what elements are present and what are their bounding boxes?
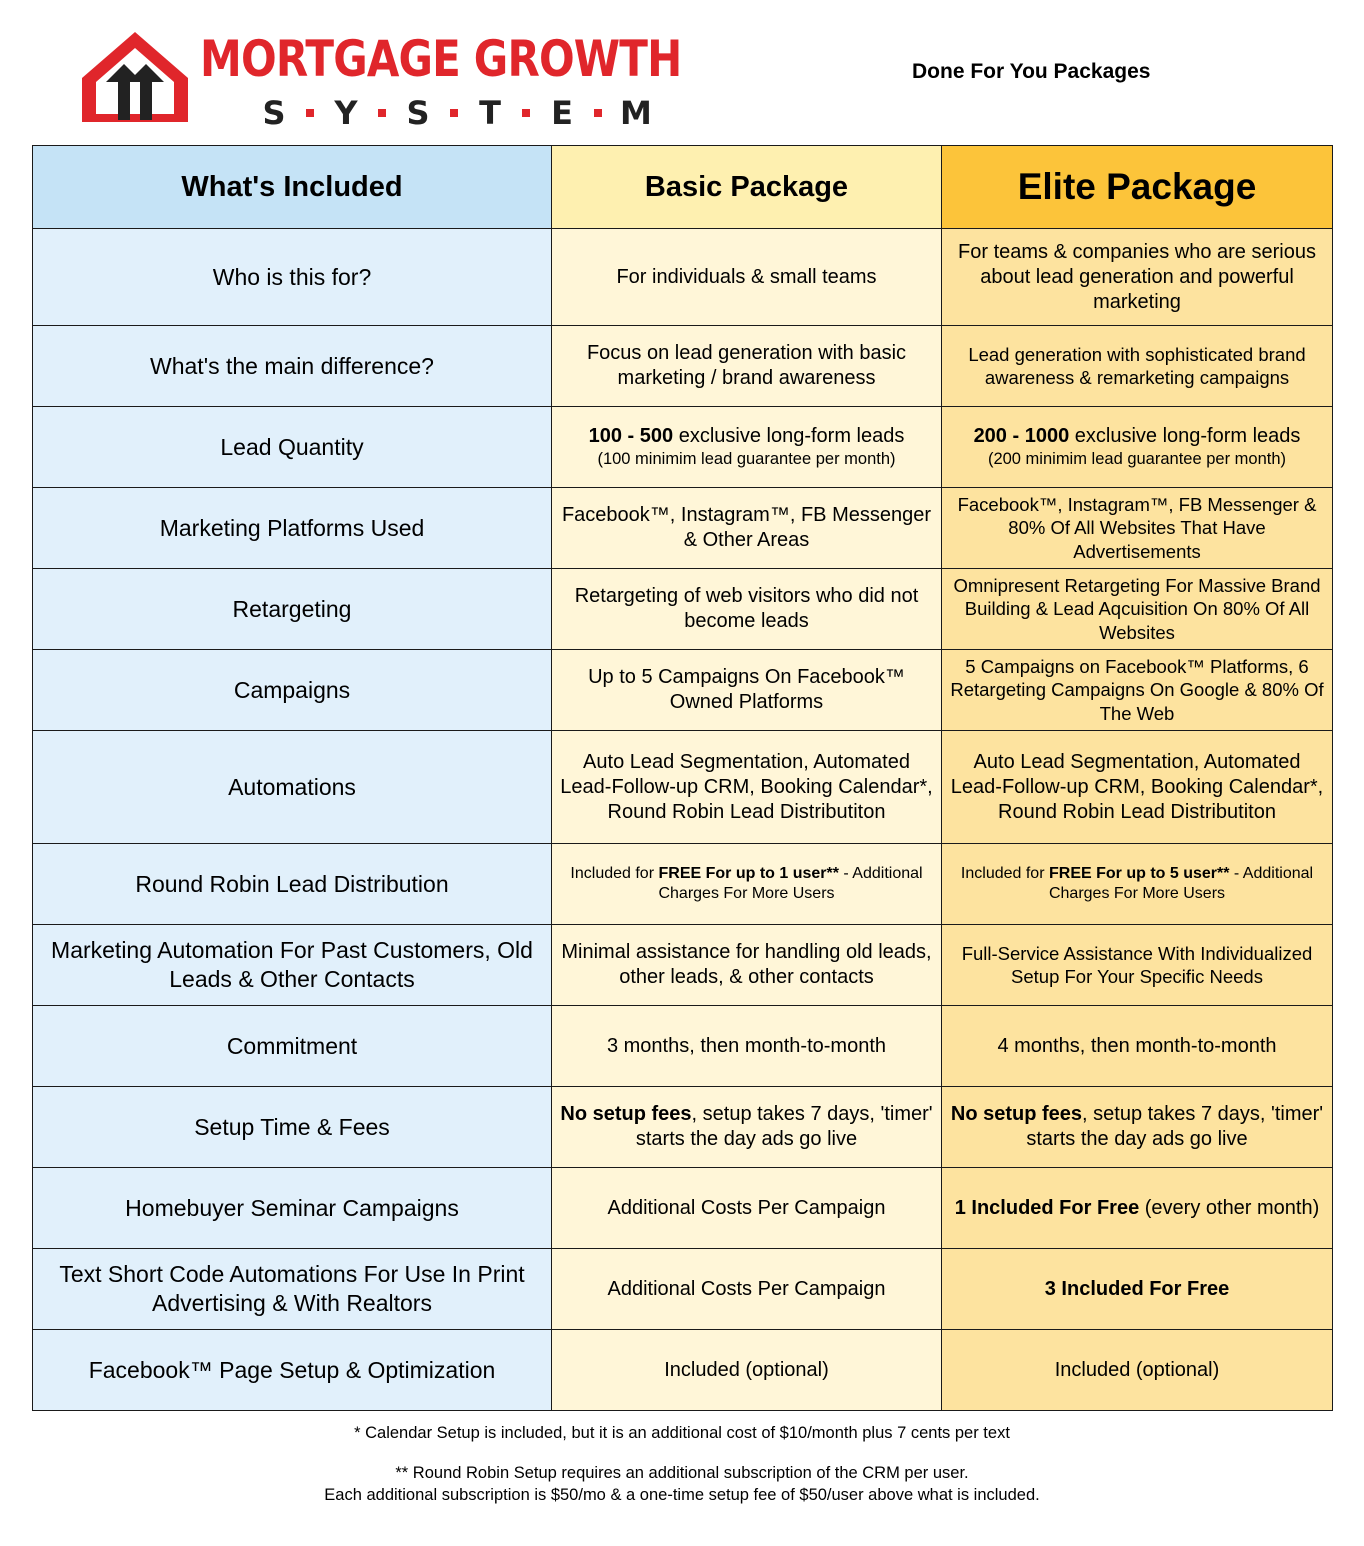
elite-cell: 4 months, then month-to-month [942, 1006, 1333, 1087]
table-header-row [33, 146, 1333, 229]
table-row [33, 1249, 1333, 1330]
brand-name-top: MORTGAGE GROWTH [200, 30, 682, 88]
basic-lead-text: exclusive long-form leads [673, 425, 905, 448]
elite-setup-rest: , setup takes 7 days, 'timer' starts the day ads go live [1026, 1103, 1324, 1150]
basic-lead-guarantee: (100 minimim lead guarantee per month) [597, 450, 896, 469]
feature-cell: Automations [33, 731, 552, 844]
basic-cell: Focus on lead generation with basic marketing / brand awareness [552, 326, 942, 407]
feature-cell: Lead Quantity [33, 407, 552, 488]
feature-cell: Retargeting [33, 569, 552, 650]
feature-cell: Marketing Automation For Past Customers, Old Leads & Other Contacts [33, 925, 552, 1006]
feature-cell: Round Robin Lead Distribution [33, 844, 552, 925]
header-elite-package: Elite Package [942, 146, 1333, 229]
elite-rr-pre: Included for [960, 865, 1049, 882]
header-basic-package: Basic Package [552, 146, 942, 229]
brand-letter: S [262, 94, 286, 132]
table-row [33, 1087, 1333, 1168]
elite-lead-text: exclusive long-form leads [1069, 425, 1301, 448]
table-row [33, 844, 1333, 925]
table-row [33, 1168, 1333, 1249]
elite-cell [942, 1087, 1333, 1168]
basic-cell: Facebook™, Instagram™, FB Messenger & Other Areas [552, 488, 942, 569]
table-row [33, 925, 1333, 1006]
brand-dot [522, 109, 530, 117]
page-title: Done For You Packages [912, 60, 1151, 83]
footnote-round-robin-line2: Each additional subscription is $50/mo & a one-time setup fee of $50/user above what is included. [324, 1486, 1040, 1504]
elite-cell: Full-Service Assistance With Individualized Setup For Your Specific Needs [942, 925, 1333, 1006]
feature-cell: Homebuyer Seminar Campaigns [33, 1168, 552, 1249]
elite-cell [942, 1168, 1333, 1249]
elite-lead-range: 200 - 1000 [973, 425, 1070, 448]
table-row [33, 1006, 1333, 1087]
house-arrows-icon [80, 30, 190, 125]
elite-cell [942, 1249, 1333, 1330]
brand-letter: T [479, 94, 501, 132]
elite-cell: Included (optional) [942, 1330, 1333, 1411]
elite-cell: Auto Lead Segmentation, Automated Lead-Follow-up CRM, Booking Calendar*, Round Robin Lead Distributiton [942, 731, 1333, 844]
brand-letter: M [620, 94, 652, 132]
footnote-round-robin-line1: ** Round Robin Setup requires an additional subscription of the CRM per user. [395, 1464, 969, 1482]
elite-cell [942, 844, 1333, 925]
elite-cell: Lead generation with sophisticated brand awareness & remarketing campaigns [942, 326, 1333, 407]
elite-shortcode-bold: 3 Included For Free [1044, 1277, 1230, 1300]
elite-cell: Facebook™, Instagram™, FB Messenger & 80% Of All Websites That Have Advertisements [942, 488, 1333, 569]
brand-name-bottom [260, 94, 652, 132]
basic-cell: Included (optional) [552, 1330, 942, 1411]
table-row [33, 650, 1333, 731]
basic-cell: Minimal assistance for handling old leads, other leads, & other contacts [552, 925, 942, 1006]
basic-cell: Retargeting of web visitors who did not become leads [552, 569, 942, 650]
table-row [33, 1330, 1333, 1411]
feature-cell: Marketing Platforms Used [33, 488, 552, 569]
feature-cell: Campaigns [33, 650, 552, 731]
brand-dot [306, 109, 314, 117]
basic-cell: 3 months, then month-to-month [552, 1006, 942, 1087]
elite-cell: For teams & companies who are serious about lead generation and powerful marketing [942, 229, 1333, 326]
brand-logo [80, 30, 700, 130]
elite-rr-free: FREE For up to 5 user** [1048, 865, 1230, 882]
brand-dot [450, 109, 458, 117]
feature-cell: Setup Time & Fees [33, 1087, 552, 1168]
basic-setup-rest: , setup takes 7 days, 'timer' starts the day ads go live [635, 1103, 933, 1150]
elite-cell [942, 407, 1333, 488]
basic-rr-pre: Included for [570, 865, 659, 882]
feature-cell: Commitment [33, 1006, 552, 1087]
basic-cell [552, 407, 942, 488]
basic-cell: Additional Costs Per Campaign [552, 1168, 942, 1249]
basic-cell [552, 844, 942, 925]
elite-rr-rest: - Additional Charges For More Users [1048, 865, 1314, 902]
table-row [33, 407, 1333, 488]
basic-cell: Up to 5 Campaigns On Facebook™ Owned Platforms [552, 650, 942, 731]
basic-cell: For individuals & small teams [552, 229, 942, 326]
header-whats-included: What's Included [33, 146, 552, 229]
table-row [33, 326, 1333, 407]
brand-letter: E [551, 94, 573, 132]
footnote-calendar: * Calendar Setup is included, but it is an additional cost of $10/month plus 7 cents per text [354, 1424, 1010, 1442]
table-row [33, 569, 1333, 650]
table-row [33, 488, 1333, 569]
basic-cell [552, 1087, 942, 1168]
brand-dot [378, 109, 386, 117]
brand-letter: S [406, 94, 430, 132]
brand-dot [594, 109, 602, 117]
basic-setup-bold: No setup fees [560, 1103, 692, 1125]
basic-rr-rest: - Additional Charges For More Users [658, 865, 923, 902]
elite-seminar-rest: (every other month) [1139, 1196, 1320, 1219]
basic-cell: Additional Costs Per Campaign [552, 1249, 942, 1330]
feature-cell: Facebook™ Page Setup & Optimization [33, 1330, 552, 1411]
elite-cell: Omnipresent Retargeting For Massive Brand Building & Lead Aqcuisition On 80% Of All Websites [942, 569, 1333, 650]
package-comparison-table [32, 145, 1333, 1411]
table-row [33, 229, 1333, 326]
basic-lead-range: 100 - 500 [588, 425, 674, 448]
basic-rr-free: FREE For up to 1 user** [658, 865, 839, 882]
elite-lead-guarantee: (200 minimim lead guarantee per month) [987, 450, 1287, 469]
elite-cell: 5 Campaigns on Facebook™ Platforms, 6 Retargeting Campaigns On Google & 80% Of The Web [942, 650, 1333, 731]
elite-setup-bold: No setup fees [950, 1103, 1083, 1125]
feature-cell: Text Short Code Automations For Use In Print Advertising & With Realtors [33, 1249, 552, 1330]
feature-cell: Who is this for? [33, 229, 552, 326]
brand-letter: Y [334, 94, 358, 132]
elite-seminar-bold: 1 Included For Free [954, 1196, 1140, 1219]
basic-cell: Auto Lead Segmentation, Automated Lead-Follow-up CRM, Booking Calendar*, Round Robin Lead Distributiton [552, 731, 942, 844]
feature-cell: What's the main difference? [33, 326, 552, 407]
table-row [33, 731, 1333, 844]
